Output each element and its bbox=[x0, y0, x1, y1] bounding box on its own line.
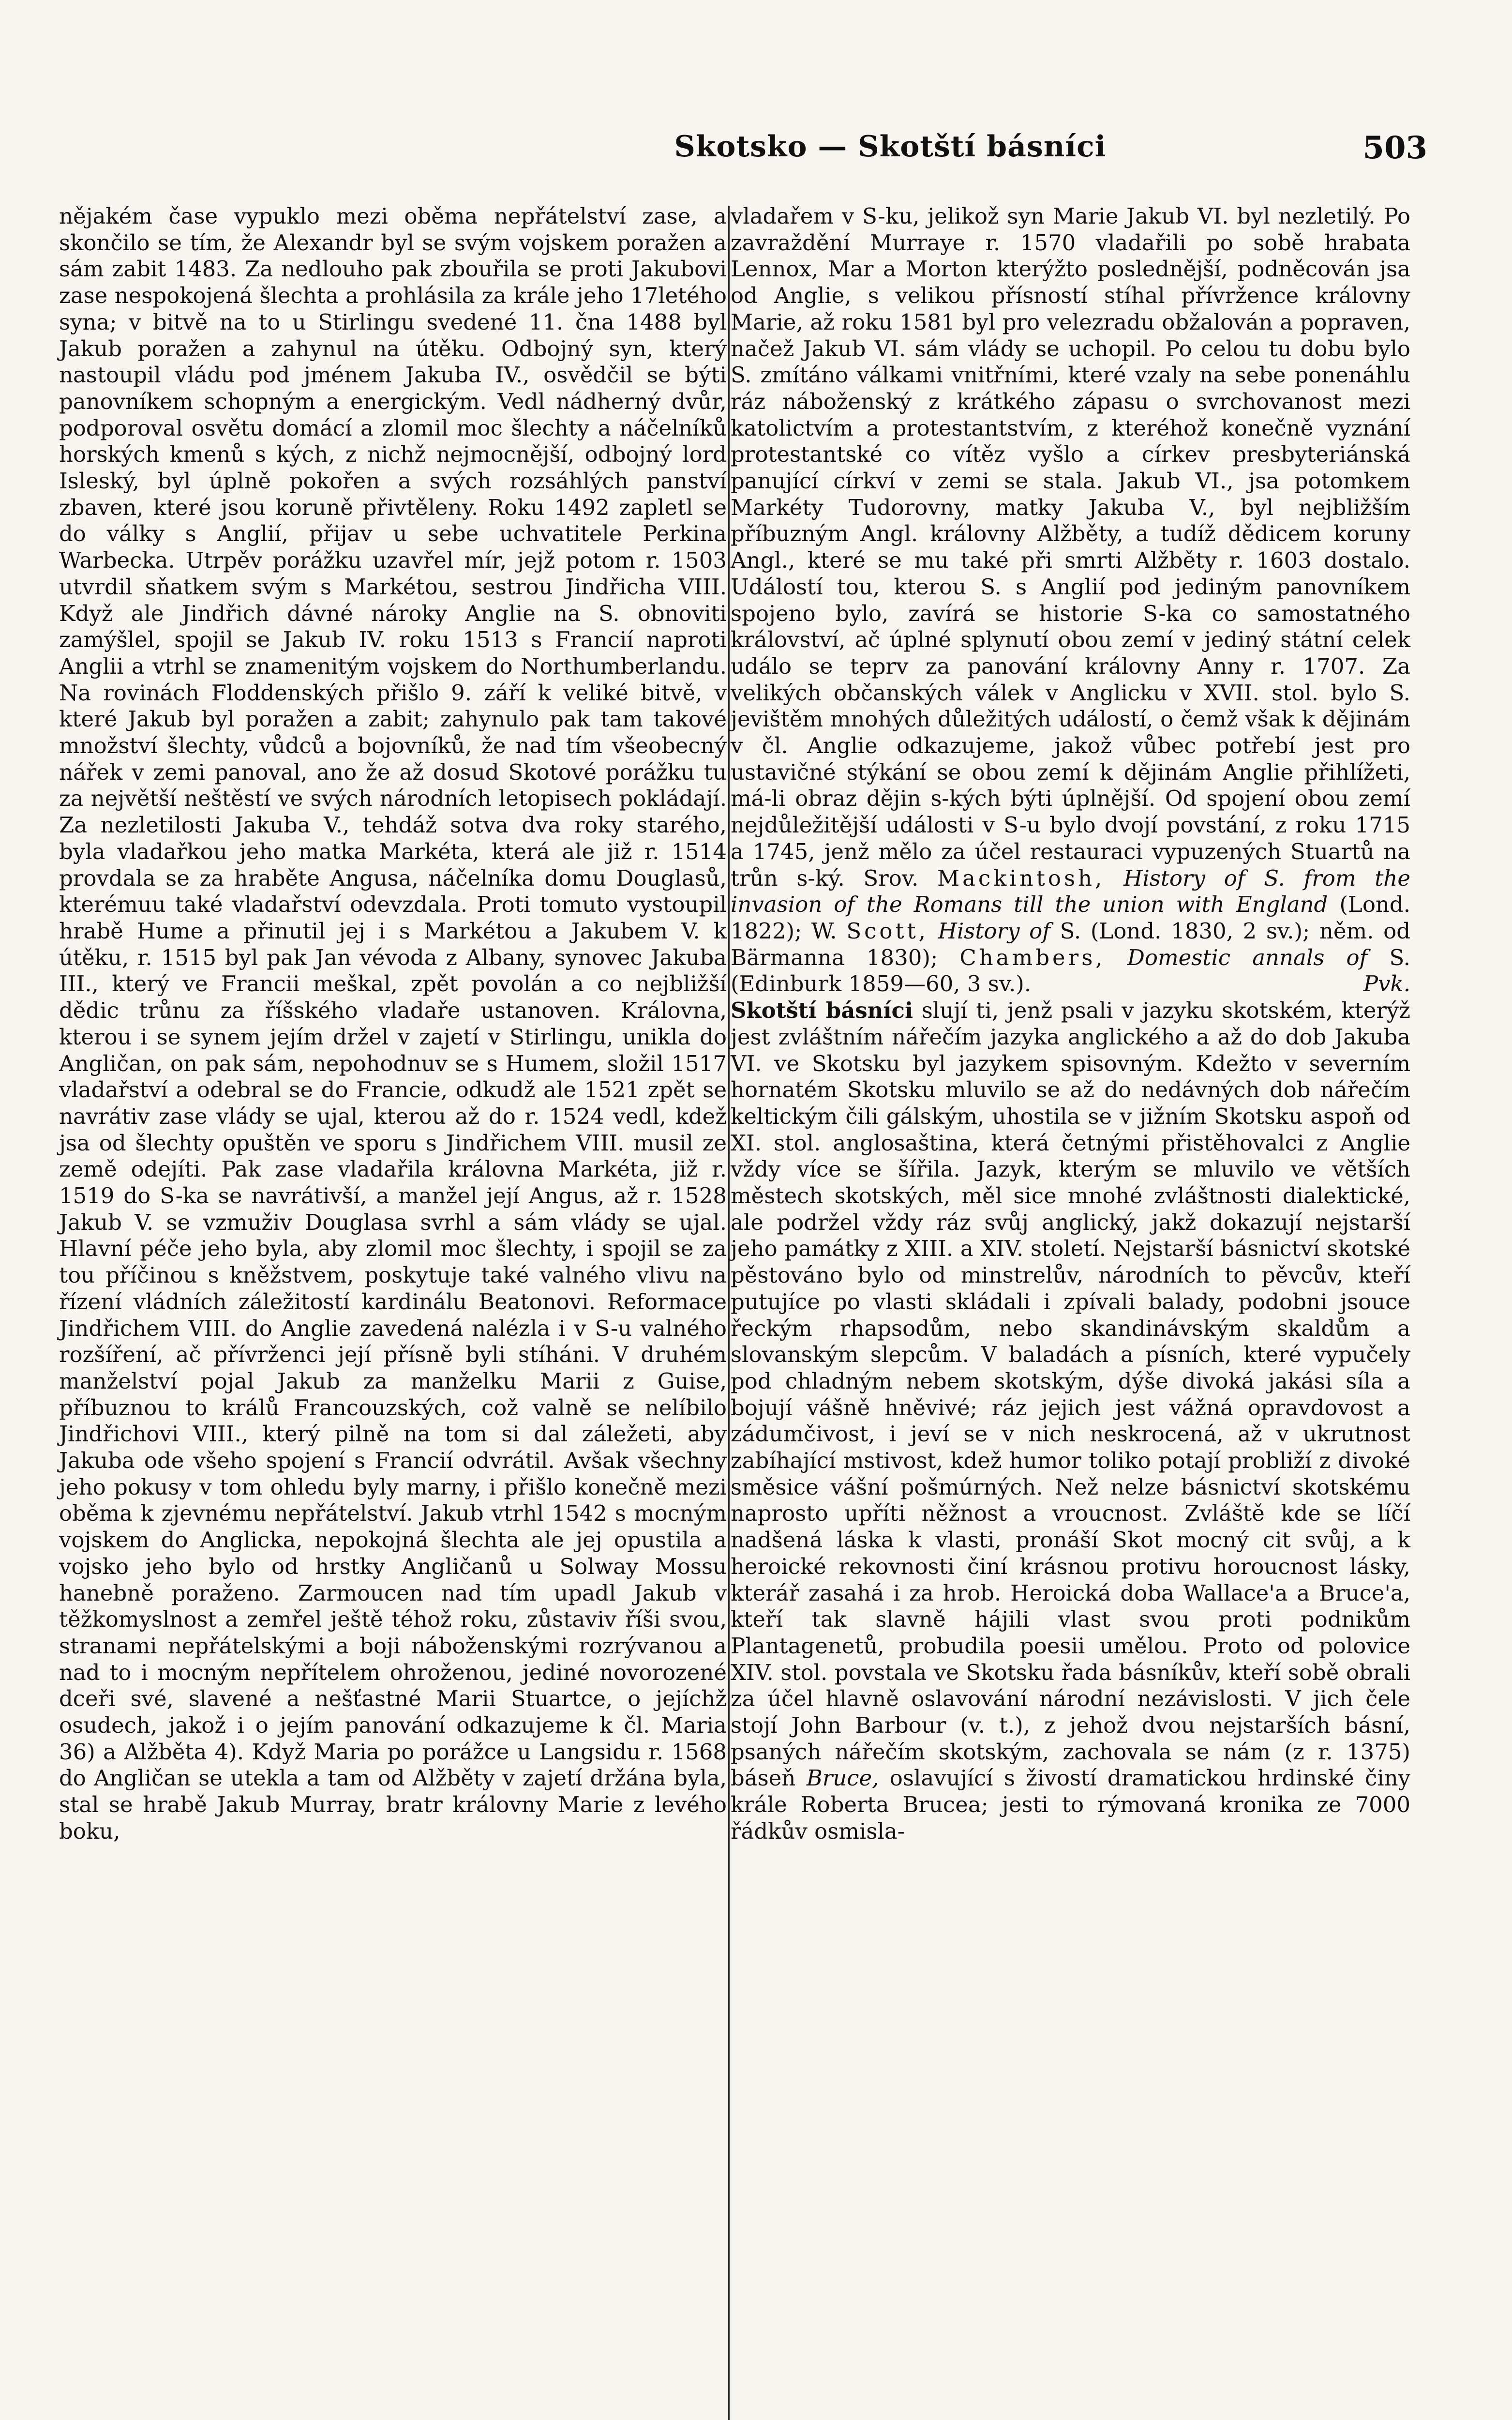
work-title: Bruce, bbox=[806, 1765, 879, 1791]
entry-skotsti-basnici bbox=[731, 998, 1410, 1845]
page-number: 503 bbox=[1362, 130, 1427, 166]
reference-title: History of bbox=[938, 918, 1050, 944]
entry-text: slují ti, jenž psali v jazyku skotském, kterýž jest zvláštním nářečím jazyka anglického a až do dob Jakuba VI. ve Skotsku byl jazykem spisovným. Kdežto v severním hornatém Skotsku mluvilo se až do nedávných dob nářečím keltickým čili gálským, uhostila se v jižním Skotsku aspoň od XI. stol. anglosaština, která četnými přistěhovalci z Anglie vždy více se šířila. Jazyk, kterým se mluvilo ve větších městech skotských, měl sice mnohé zvláštnosti dialektické, ale podržel vždy ráz svůj anglický, jakž dokazují nejstarší jeho památky z XIII. a XIV. století. Nejstarší básnictví skotské pěstováno bylo od minstrelův, národních to pěvcův, kteří putujíce po vlasti skládali i zpívali balady, podobni jsouce řeckým rhapsodům, nebo skandinávským skaldům a slovanským slepcům. V baladách a písních, které vypučely pod chladným nebem skotským, dýše divoká jakási síla a bojují vášně hněvivé; ráz jejich jest vážná opravdovost a zádumčivost, i jeví se v nich neskrocená, až v ukrutnost zabíhající mstivost, kdež humor toliko potají probliží z divoké směsice vášní pošmúrných. Než nelze básnictví skotskému naprosto upříti něžnost a vroucnost. Zvláště kde se líčí nadšená láska k vlasti, pronáší Skot mocný cit svůj, a k heroické rekovnosti činí krásnou protivu horoucnost lásky, kterář zasahá i za hrob. Heroická doba Wallace'a a Bruce'a, kteří tak slavně hájili vlast svou proti podnikům Plantagenetů, probudila poesii umělou. Proto od polovice XIV. stol. povstala ve Skotsku řada básníkův, kteří sobě obrali za účel hlavně oslavování národní nezávislosti. V jich čele stojí John Barbour (v. t.), z jehož dvou nejstarších básní, psaných nářečím skotským, zachovala se nám (z r. 1375) báseň bbox=[731, 998, 1410, 1791]
column-divider bbox=[728, 206, 730, 2420]
left-column-text: nějakém čase vypuklo mezi oběma nepřátelství zase, a skončilo se tím, že Alexandr byl se svým vojskem poražen a sám zabit 1483. Za nedlouho pak zbouřila se proti Jakubovi zase nespokojená šlechta a prohlásila za krále jeho 17letého syna; v bitvě na to u Stirlingu svedené 11. čna 1488 byl Jakub poražen a zahynul na útěku. Odbojný syn, který nastoupil vládu pod jménem Jakuba IV., osvědčil se býti panovníkem schopným a energickým. Vedl nádherný dvůr, podporoval osvětu domácí a zlomil moc šlechty a náčelníků horských kmenů s kých, z nichž nejmocnější, odbojný lord Isleský, byl úplně pokořen a svých rozsáhlých panství zbaven, které jsou koruně přivtěleny. Roku 1492 zapletl se do války s Anglií, přijav u sebe uchvatitele Perkina Warbecka. Utrpěv porážku uzavřel mír, jejž potom r. 1503 utvrdil sňatkem svým s Markétou, sestrou Jindřicha VIII. Když ale Jindřich dávné nároky Anglie na S. obnoviti zamýšlel, spojil se Jakub IV. roku 1513 s Francií naproti Anglii a vtrhl se znamenitým vojskem do Northumberlandu. Na rovinách Floddenských přišlo 9. září k veliké bitvě, v které Jakub byl poražen a zabit; zahynulo pak tam takové množství šlechty, vůdců a bojovníků, že nad tím všeobecný nářek v zemi panoval, ano že až dosud Skotové porážku tu za největší neštěstí ve svých národních letopisech pokládají. Za nezletilosti Jakuba V., tehdáž sotva dva roky starého, byla vladařkou jeho matka Markéta, která ale již r. 1514 provdala se za hraběte Angusa, náčelníka domu Douglasů, kterémuu také vladařství odevzdala. Proti tomuto vystoupil hrabě Hume a přinutil jej i s Markétou a Jakubem V. k útěku, r. 1515 byl pak Jan vévoda z Albany, synovec Jakuba III., který ve Francii meškal, zpět povolán a co nejbližší dědic trůnu za říšského vladaře ustanoven. Královna, kterou i se synem jejím držel v zajetí v Stirlingu, unikla do Angličan, on pak sám, nepohodnuv se s Humem, složil 1517 vladařství a odebral se do Francie, odkudž ale 1521 zpět se navrátiv zase vlády se ujal, kterou až do r. 1524 vedl, kdež jsa od šlechty opuštěn ve sporu s Jindřichem VIII. musil ze země odejíti. Pak zase vladařila královna Markéta, již r. 1519 do S-ka se navrátivší, a manžel její Angus, až r. 1528 Jakub V. se vzmuživ Douglasa svrhl a sám vlády se ujal. Hlavní péče jeho byla, aby zlomil moc šlechty, i spojil se za tou příčinou s kněžstvem, poskytuje také valného vlivu na řízení vládních záležitostí kardinálu Beatonovi. Reformace Jindřichem VIII. do Anglie zavedená nalézla i v S-u valného rozšíření, ač přívrženci její přísně byli stíháni. V druhém manželství pojal Jakub za manželku Marii z Guise, příbuznou to králů Francouzských, což valně se nelíbilo Jindřichovi VIII., který pilně na tom si dal záležeti, aby Jakuba ode všeho spojení s Francií odvrátil. Avšak všechny jeho pokusy v tom ohledu byly marny, i přišlo konečně mezi oběma k zjevnému nepřátelství. Jakub vtrhl 1542 s mocným vojskem do Anglicka, nepokojná šlechta ale jej opustila a vojsko jeho bylo od hrstky Angličanů u Solway Mossu hanebně poraženo. Zarmoucen nad tím upadl Jakub v těžkomyslnost a zemřel ještě téhož roku, zůstaviv říši svou, stranami nepřátelskými a boji náboženskými rozrývanou a nad to i mocným nepřítelem ohroženou, jediné novorozené dceři své, slavené a nešťastné Marii Stuartce, o jejíchž osudech, jakož i o jejím panování odkazujeme k čl. Maria 36) a Alžběta 4). Když Maria po porážce u Langsidu r. 1568 do Angličan se utekla a tam od Alžběty v zajetí držána byla, stal se hrabě Jakub Murray, bratr královny Marie z levého boku, bbox=[59, 203, 727, 1844]
left-column bbox=[59, 203, 727, 1845]
right-column-history-end bbox=[731, 203, 1410, 998]
reference-text: S. (Lond. 1830, 2 sv.); něm. od Bärmanna 1830); bbox=[731, 918, 1411, 970]
reference-title: Domestic annals of bbox=[1127, 944, 1368, 970]
running-title: Skotsko — Skotští básníci bbox=[674, 130, 1107, 164]
history-text: vladařem v S-ku, jelikož syn Marie Jakub VI. byl nezletilý. Po zavraždění Murraye r. 1570 vladařili po sobě hrabata Lennox, Mar a Morton kterýžto poslednější, podněcován jsa od Anglie, s velikou přísností stíhal přívržence královny Marie, až roku 1581 byl pro velezradu obžalován a popraven, načež Jakub VI. sám vlády se uchopil. Po celou tu dobu bylo S. zmítáno válkami vnitřními, které vzaly na sebe ponenáhlu ráz náboženský z krátkého zápasu o svrchovanost mezi katolictvím a protestantstvím, z kteréhož konečně vyznání protestantské co vítěz vyšlo a církev presbyteriánská panující církví v zemi se stala. Jakub VI., jsa potomkem Markéty Tudorovny, matky Jakuba V., byl nejbližším příbuzným Angl. královny Alžběty, a tudíž dědicem koruny Angl., které se mu také při smrti Alžběty r. 1603 dostalo. Událostí tou, kterou S. s Anglií pod jediným panovníkem spojeno bylo, zavírá se historie S-ka co samostatného království, ač úplné splynutí obou zemí v jediný státní celek událo se teprv za panování královny Anny r. 1707. Za velikých občanských válek v Anglicku v XVII. stol. bylo S. jevištěm mnohých důležitých událostí, o čemž však k dějinám v čl. Anglie odkazujeme, jakož vůbec potřebí jest pro ustavičné stýkání se obou zemí k dějinám Anglie přihlížeti, má-li obraz dějin s-kých býti úplnější. Od spojení obou zemí nejdůležitější události v S-u bylo dvojí povstání, z roku 1715 a 1745, jenž mělo za účel restauraci vypuzených Stuartů na trůn s-ký. Srov. bbox=[731, 203, 1410, 891]
reference-text: (Lond. 1822); W. bbox=[731, 892, 1410, 944]
author-signature: Pvk. bbox=[1363, 971, 1410, 997]
reference-author: Scott, bbox=[846, 918, 928, 944]
reference-author: Chambers, bbox=[959, 944, 1106, 970]
entry-headword: Skotští básníci bbox=[731, 998, 913, 1024]
right-column bbox=[731, 203, 1410, 1845]
reference-author: Mackintosh, bbox=[937, 865, 1105, 891]
entry-text-end: oslavující s živostí dramatickou hrdinské činy krále Roberta Brucea; jesti to rýmovaná kronika ze 7000 řádkův osmisla- bbox=[731, 1765, 1410, 1844]
reference-text: S. (Edinburk 1859—60, 3 sv.). bbox=[731, 944, 1410, 997]
reference-title: History of S. from the invasion of the Romans till the union with England bbox=[731, 865, 1410, 918]
running-header bbox=[523, 130, 1427, 173]
